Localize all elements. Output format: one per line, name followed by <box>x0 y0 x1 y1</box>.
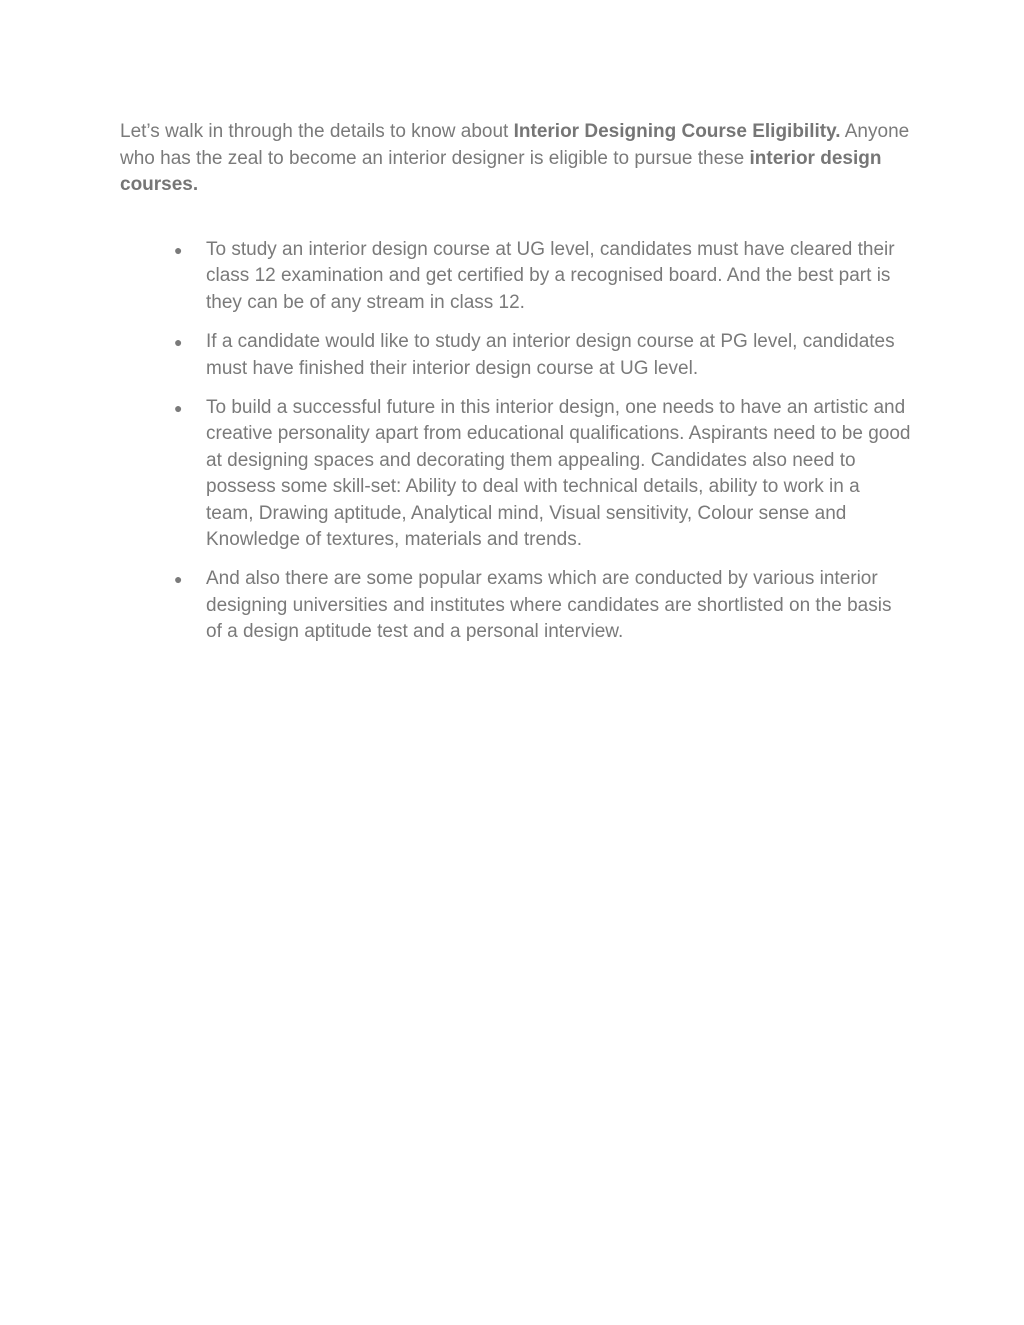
list-item-text: And also there are some popular exams which are conducted by various interior designing universities and institutes where candidates are shortlisted on the basis of a design aptitude test and a personal interview. <box>206 568 892 643</box>
list-item-text: If a candidate would like to study an interior design course at PG level, candidates must have finished their interior design course at UG level. <box>206 331 895 379</box>
intro-bold-eligibility: Interior Designing Course Eligibility. <box>513 121 841 142</box>
bullet-dot-icon: ● <box>174 334 183 351</box>
eligibility-bullet-list <box>172 237 912 659</box>
intro-paragraph <box>120 119 910 199</box>
intro-bold-courses: interior design courses. <box>120 147 882 196</box>
intro-text-2: Anyone who has the zeal to become an interior designer is eligible to pursue these <box>120 121 910 169</box>
list-item <box>172 566 912 645</box>
bullet-dot-icon: ● <box>174 571 183 588</box>
list-item <box>172 329 912 382</box>
list-item-text: To study an interior design course at UG level, candidates must have cleared their class 12 examination and get certified by a recognised board. And the best part is they can be of any stream in class 12. <box>206 239 895 313</box>
list-item <box>172 395 912 553</box>
list-item-text: To build a successful future in this interior design, one needs to have an artistic and creative personality apart from educational qualifications. Aspirants need to be good at designing spaces and decorating them appealing. Candidates also need to possess some skill-set: Ability to deal with technical details, ability to work in a team, Drawing aptitude, Analytical mind, Visual sensitivity, Colour sense and Knowledge of textures, materials and trends. <box>206 397 911 551</box>
bullet-dot-icon: ● <box>174 400 183 417</box>
intro-text-1: Let’s walk in through the details to know about <box>120 121 514 142</box>
list-item <box>172 237 912 316</box>
bullet-dot-icon: ● <box>174 242 183 258</box>
